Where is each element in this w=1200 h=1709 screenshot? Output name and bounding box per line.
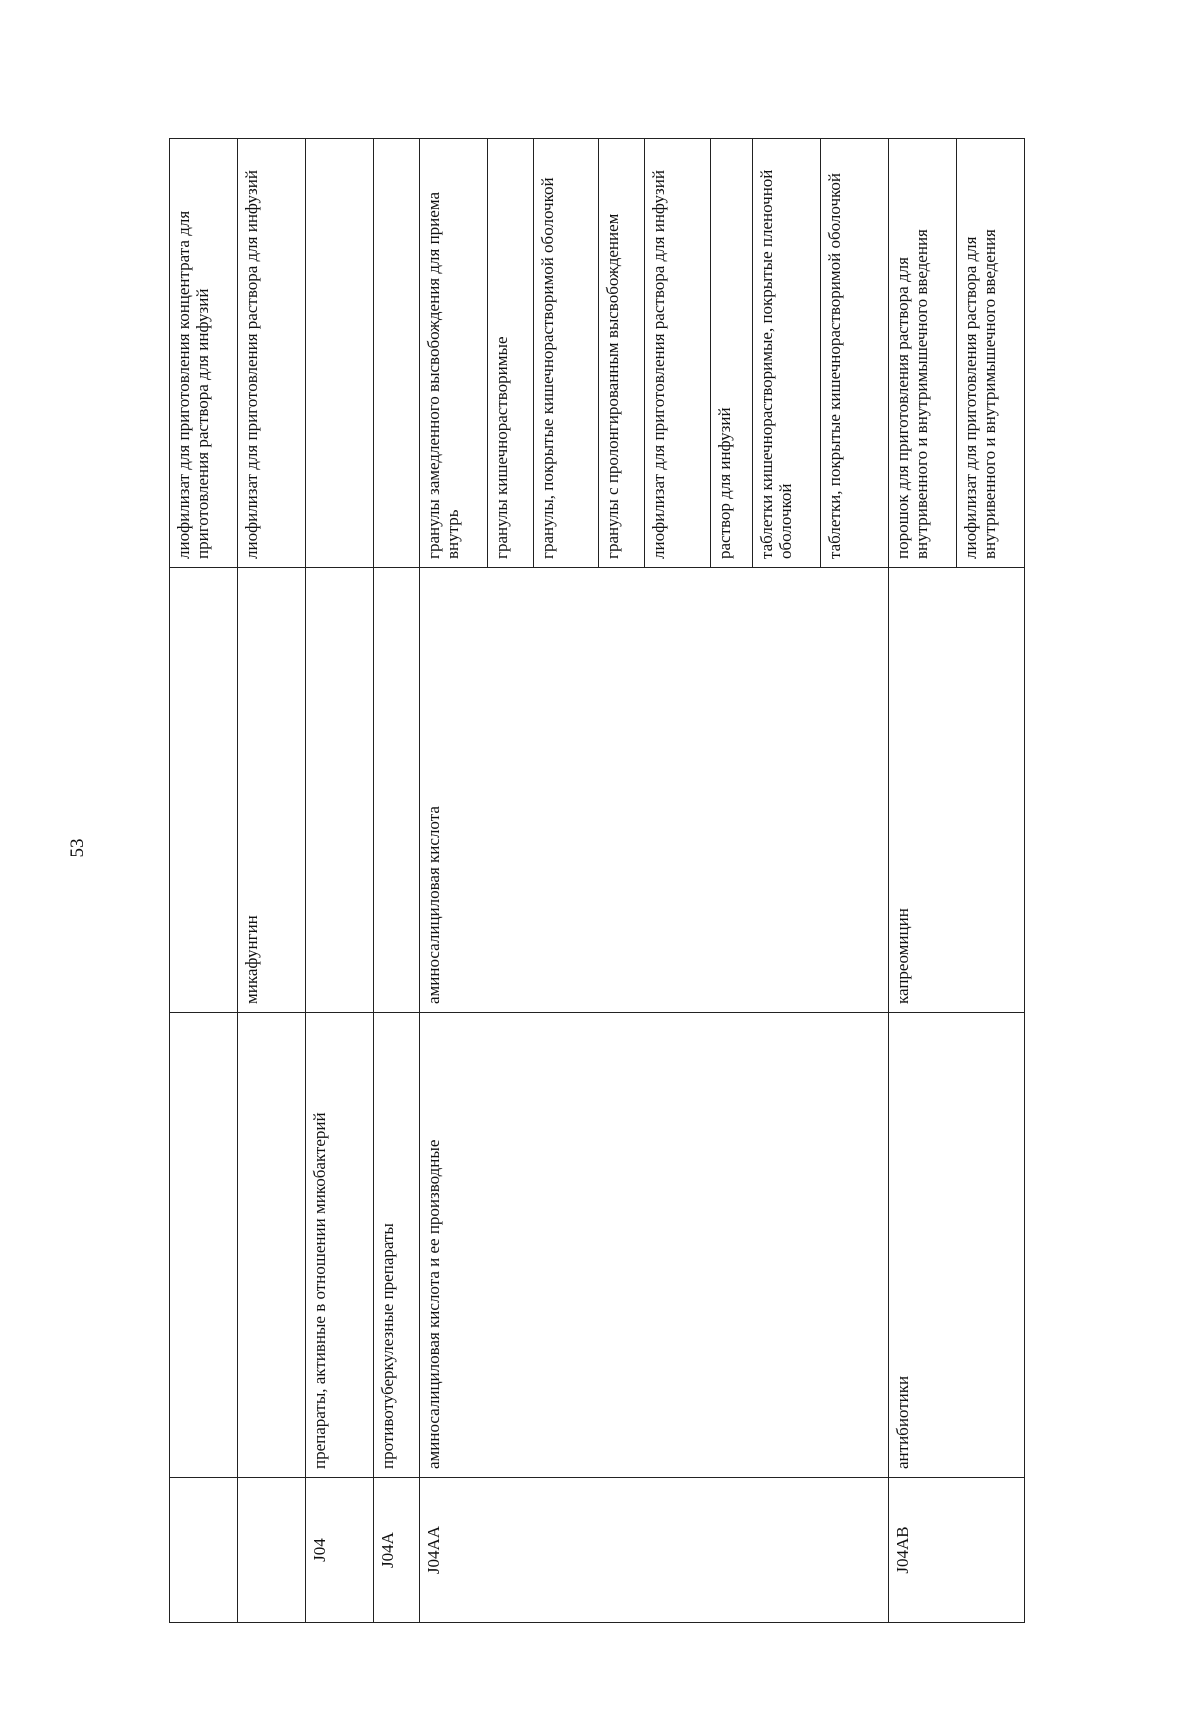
atc-code-cell: J04AA bbox=[420, 1478, 889, 1623]
page-number: 53 bbox=[67, 838, 88, 858]
atc-code-cell: J04AB bbox=[889, 1478, 1025, 1623]
form-cell bbox=[374, 139, 420, 568]
substance-cell: микафунгин bbox=[238, 568, 306, 1013]
form-cell: раствор для инфузий bbox=[711, 139, 753, 568]
group-cell: антибиотики bbox=[889, 1013, 1025, 1478]
form-cell: гранулы кишечнорастворимые bbox=[488, 139, 534, 568]
atc-code-cell: J04A bbox=[374, 1478, 420, 1623]
atc-code-cell bbox=[170, 1478, 238, 1623]
atc-code-cell: J04 bbox=[306, 1478, 374, 1623]
atc-code-cell bbox=[238, 1478, 306, 1623]
substance-cell bbox=[170, 568, 238, 1013]
group-cell: аминосалициловая кислота и ее производные bbox=[420, 1013, 889, 1478]
form-cell: лиофилизат для приготовления раствора для инфузий bbox=[238, 139, 306, 568]
form-cell: таблетки, покрытые кишечнорастворимой оболочкой bbox=[821, 139, 889, 568]
medicines-table bbox=[169, 138, 1025, 1623]
group-cell: противотуберкулезные препараты bbox=[374, 1013, 420, 1478]
rotated-page-content bbox=[169, 139, 1079, 1623]
group-cell bbox=[238, 1013, 306, 1478]
form-cell: лиофилизат для приготовления раствора для внутривенного и внутримышечного введения bbox=[957, 139, 1025, 568]
table-row bbox=[889, 139, 957, 1623]
table-row bbox=[170, 139, 238, 1623]
form-cell: лиофилизат для приготовления раствора для инфузий bbox=[645, 139, 711, 568]
substance-cell bbox=[306, 568, 374, 1013]
substance-cell bbox=[374, 568, 420, 1013]
form-cell: порошок для приготовления раствора для внутривенного и внутримышечного введения bbox=[889, 139, 957, 568]
form-cell: лиофилизат для приготовления концентрата для приготовления раствора для инфузий bbox=[170, 139, 238, 568]
table-row bbox=[238, 139, 306, 1623]
form-cell bbox=[306, 139, 374, 568]
table-row bbox=[306, 139, 374, 1623]
substance-cell: аминосалициловая кислота bbox=[420, 568, 889, 1013]
form-cell: гранулы, покрытые кишечнорастворимой оболочкой bbox=[534, 139, 599, 568]
form-cell: гранулы замедленного высвобождения для приема внутрь bbox=[420, 139, 488, 568]
form-cell: таблетки кишечнорастворимые, покрытые пленочной оболочкой bbox=[753, 139, 821, 568]
group-cell: препараты, активные в отношении микобактерий bbox=[306, 1013, 374, 1478]
form-cell: гранулы с пролонгированным высвобождением bbox=[599, 139, 645, 568]
group-cell bbox=[170, 1013, 238, 1478]
table-row bbox=[420, 139, 488, 1623]
substance-cell: капреомицин bbox=[889, 568, 1025, 1013]
table-row bbox=[374, 139, 420, 1623]
